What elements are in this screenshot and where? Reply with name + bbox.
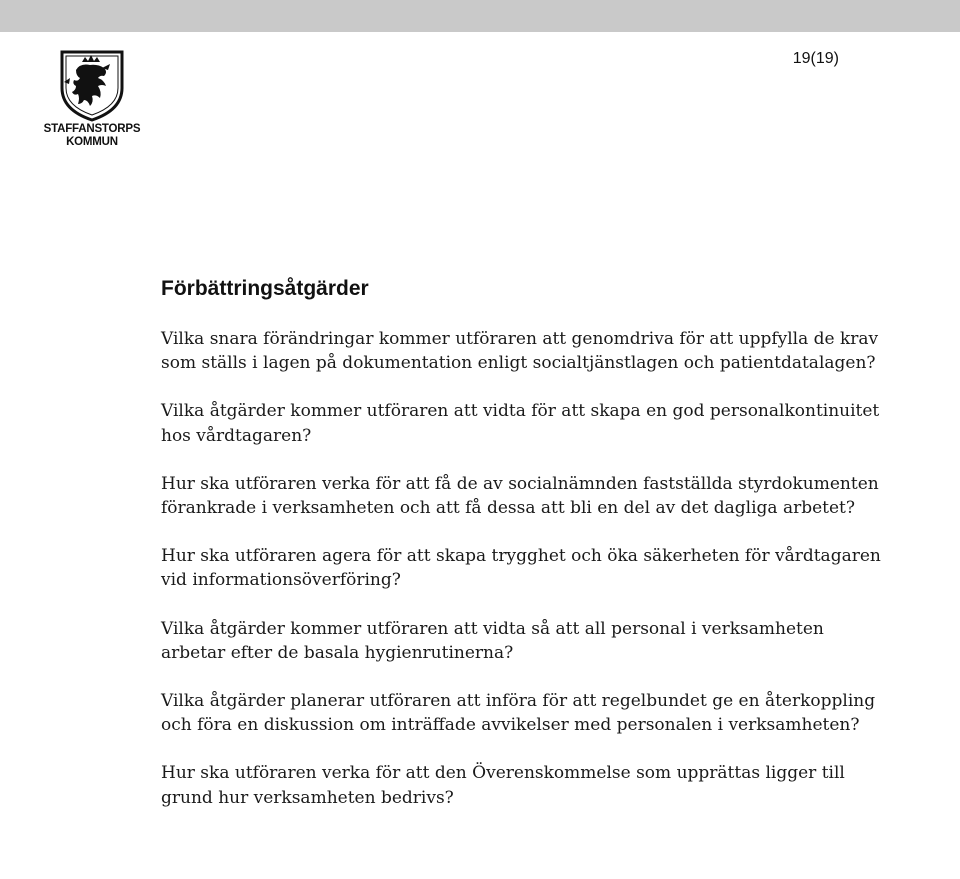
question-paragraph-2: Vilka åtgärder kommer utföraren att vidta för att skapa en god personalkontinuitet hos vårdtagaren? — [161, 401, 880, 446]
question-paragraph-3: Hur ska utföraren verka för att få de av socialnämnden fastställda styrdokumenten förankrade i verksamheten och att få dessa att bli en del av det dagliga arbetet? — [161, 473, 879, 519]
question-paragraph-1: Vilka snara förändringar kommer utföraren att genomdriva för att uppfylla de krav som ställs i lagen på dokumentation enligt socialtjänstlagen och patientdatalagen? — [161, 329, 879, 374]
question-paragraph-6: Vilka åtgärder planerar utföraren att införa för att regelbundet ge en återkoppling och föra en diskussion om inträffade avvikelser med personalen i verksamheten? — [161, 691, 876, 736]
viewer-top-bar — [0, 0, 960, 32]
document-body — [161, 275, 881, 834]
municipality-logo — [42, 48, 142, 150]
question-paragraph-7: Hur ska utföraren verka för att den Överenskommelse som upprättas ligger till grund hur verksamheten bedrivs? — [161, 763, 845, 808]
section-title: Förbättringsåtgärder — [161, 277, 369, 300]
question-paragraph-5: Vilka åtgärder kommer utföraren att vidta så att all personal i verksamheten arbetar efter de basala hygienrutinerna? — [161, 618, 824, 663]
question-paragraph-4: Hur ska utföraren agera för att skapa trygghet och öka säkerheten för vårdtagaren vid informationsöverföring? — [161, 546, 881, 591]
logo-text-line1: STAFFANSTORPS — [43, 123, 141, 135]
lion-coat-of-arms-icon — [42, 48, 142, 122]
logo-text-line2: KOMMUN — [66, 136, 118, 148]
page-number: 19(19) — [792, 50, 839, 67]
